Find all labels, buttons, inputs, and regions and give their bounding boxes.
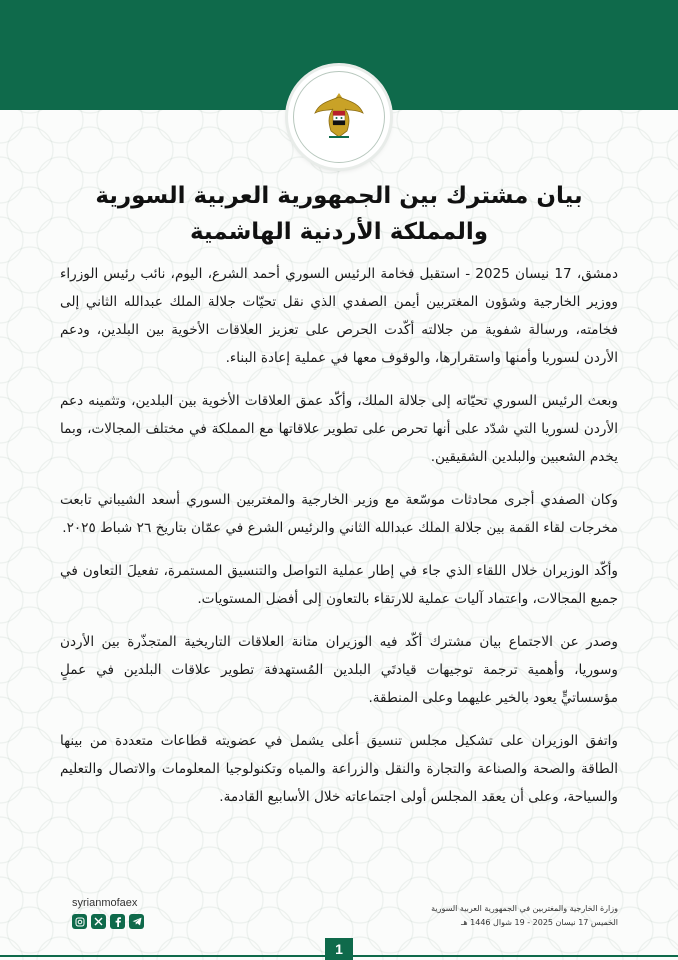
title-line-2: والمملكة الأردنية الهاشمية	[189, 219, 489, 245]
eagle-emblem-icon	[309, 87, 369, 147]
page-number: 1	[325, 938, 353, 960]
paragraph: دمشق، 17 نيسان 2025 - استقبل فخامة الرئيس السوري أحمد الشرع، اليوم، نائب رئيس الوزراء ووزير الخارجية وشؤون المغتربين أيمن الصفدي الذي نقل تحيّات جلالة الملك عبدالله الثاني إلى فخامته، ورسالة شفوية من جلالته أكّدت الحرص على تعزيز العلاقات الأخوية بين البلدين، ودعم الأردن لسوريا وأمنها واستقرارها، والوقوف معها في عملية إعادة البناء.	[60, 266, 619, 366]
ministry-name: وزارة الخارجية والمغتربين في الجمهورية العربية السورية	[431, 904, 618, 913]
paragraph: وأكّد الوزيران خلال اللقاء الذي جاء في إطار عملية التواصل والتنسيق المستمرة، تفعيلَ التعاون في جميع المجالات، واعتماد آليات عملية للارتقاء بالتعاون إلى أفضل المستويات.	[60, 563, 618, 607]
paragraph: وبعث الرئيس السوري تحيّاته إلى جلالة الملك، وأكّد عمق العلاقات الأخوية بين البلدين، وتثمينه دعم الأردن لسوريا التي شدّد على أنها تحرص على تطوير علاقاتها مع المملكة في مختلف المجالات، وبما يخدم الشعبين والبلدين الشقيقين.	[60, 393, 618, 465]
facebook-icon[interactable]	[110, 914, 125, 929]
page-title	[60, 178, 618, 250]
emblem-ring	[293, 71, 385, 163]
paragraph: وصدر عن الاجتماع بيان مشترك أكّد فيه الوزيران متانة العلاقات التاريخية المتجذّرة بين الأردن وسوريا، وأهمية ترجمة توجيهات قيادتَي البلدين المُستهدفة تطوير علاقات البلدين في عملٍ مؤسساتيٍّ يعود بالخير عليهما وعلى المنطقة.	[60, 634, 618, 706]
instagram-icon[interactable]	[72, 914, 87, 929]
paragraph: وكان الصفدي أجرى محادثات موسّعة مع وزير الخارجية والمغتربين السوري أسعد الشيباني تابعت مخرجات لقاء القمة بين جلالة الملك عبدالله الثاني والرئيس الشرع في عمّان بتاريخ ٢٦ شباط ٢٠٢٥.	[60, 492, 618, 536]
paragraph: واتفق الوزيران على تشكيل مجلس تنسيق أعلى يشمل في عضويته قطاعات متعددة من بينها الطاقة والصحة والصناعة والتجارة والنقل والزراعة والمياه وتكنولوجيا المعلومات والاتصال والتعليم والسياحة، وعلى أن يعقد المجلس أولى اجتماعاته خلال الأسابيع القادمة.	[60, 733, 618, 805]
ministry-footer	[318, 902, 618, 930]
issue-date: الخميس 17 نيسان 2025 - 19 شوال 1446 هـ	[461, 918, 618, 927]
social-handle: syrianmofaex	[72, 897, 138, 909]
x-icon[interactable]	[91, 914, 106, 929]
bottom-rule-right	[353, 955, 678, 957]
statement-body	[60, 178, 618, 826]
telegram-icon[interactable]	[129, 914, 144, 929]
social-icons	[72, 914, 192, 929]
bottom-rule-left	[0, 955, 325, 957]
title-line-1: بيان مشترك بين الجمهورية العربية السورية	[95, 183, 583, 209]
ministry-emblem	[288, 66, 390, 168]
social-footer	[72, 897, 192, 929]
